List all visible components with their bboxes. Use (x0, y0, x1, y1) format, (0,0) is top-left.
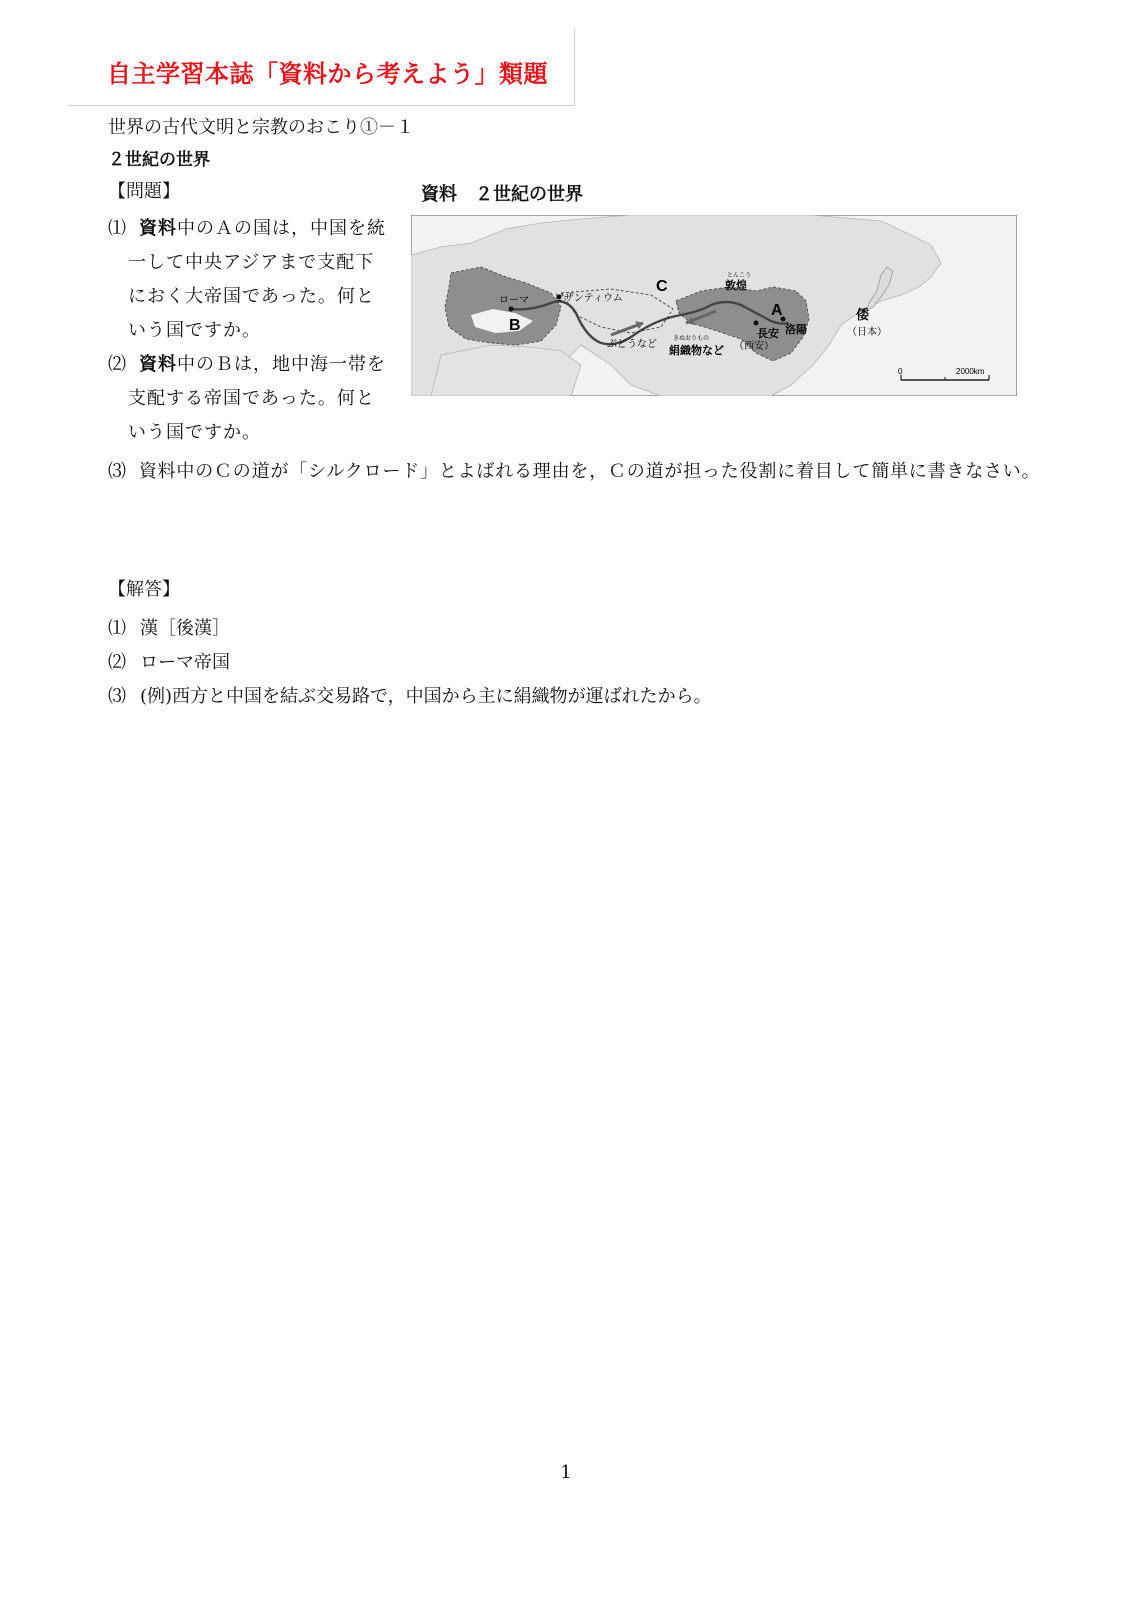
rome-dot (509, 307, 514, 312)
map-caption: 資料 ２世紀の世界 (421, 184, 583, 205)
question-3-number: ⑶ (108, 461, 127, 482)
africa-land (431, 345, 581, 396)
question-2-keyword: 資料 (139, 354, 177, 375)
scale-zero: 0 (898, 367, 903, 376)
grapes-label: ぶどうなど (607, 339, 657, 350)
changan-label: 長安 (757, 328, 779, 340)
byzantium-label: ビザンティウム (554, 293, 623, 304)
answers (108, 612, 712, 714)
rome-label: ローマ (499, 295, 529, 306)
answer-3-text: (例)西方と中国を結ぶ交易路で，中国から主に絹織物が運ばれたから。 (140, 686, 712, 707)
answer-3-number: ⑶ (108, 686, 126, 707)
question-2 (108, 348, 393, 450)
label-b: B (509, 317, 521, 334)
label-a: A (771, 302, 783, 319)
label-c: C (656, 278, 668, 295)
problem-heading: 【問題】 (108, 181, 180, 202)
unit-subtitle: ２世紀の世界 (108, 150, 210, 170)
dunhuang-ruby: とんこう (727, 273, 752, 279)
question-1 (108, 212, 393, 348)
dunhuang-label: 敦煌 (725, 280, 747, 292)
question-1-number: ⑴ (108, 218, 127, 239)
world-map (411, 215, 1017, 396)
answer-1-number: ⑴ (108, 618, 126, 639)
answer-2-text: ローマ帝国 (140, 652, 230, 673)
question-2-number: ⑵ (108, 354, 127, 375)
question-3 (108, 455, 1048, 488)
unit-title: 世界の古代文明と宗教のおこり①－１ (108, 117, 414, 138)
questions-left (108, 212, 393, 450)
answer-1-text: 漢［後漢］ (140, 618, 230, 639)
question-1-text: 中のＡの国は，中国を統一して中央アジアまで支配下におく大帝国であった。何という国ですか。 (128, 218, 386, 341)
japan-label: （日本） (847, 327, 887, 338)
question-2-text: 中のＢは，地中海一帯を支配する帝国であった。何という国ですか。 (128, 354, 386, 443)
page-number: 1 (560, 1462, 572, 1483)
answer-3 (108, 680, 712, 714)
changan-dot (754, 321, 759, 326)
wa-label: 倭 (856, 307, 870, 322)
answer-heading: 【解答】 (108, 579, 180, 600)
answer-1 (108, 612, 712, 646)
question-3-text: 資料中のＣの道が「シルクロード」とよばれる理由を，Ｃの道が担った役割に着目して簡単に書きなさい。 (138, 461, 1041, 482)
xian-label: （西安） (734, 341, 774, 352)
luoyang-label: 洛陽 (785, 324, 807, 336)
question-1-keyword: 資料 (139, 218, 177, 239)
silk-label: 絹織物など (669, 345, 724, 357)
header-title: 自主学習本誌「資料から考えよう」類題 (107, 60, 548, 88)
answer-2 (108, 646, 712, 680)
answer-2-number: ⑵ (108, 652, 126, 673)
scale-distance: 2000km (956, 367, 985, 376)
silk-ruby: きぬおりもの (673, 336, 710, 342)
